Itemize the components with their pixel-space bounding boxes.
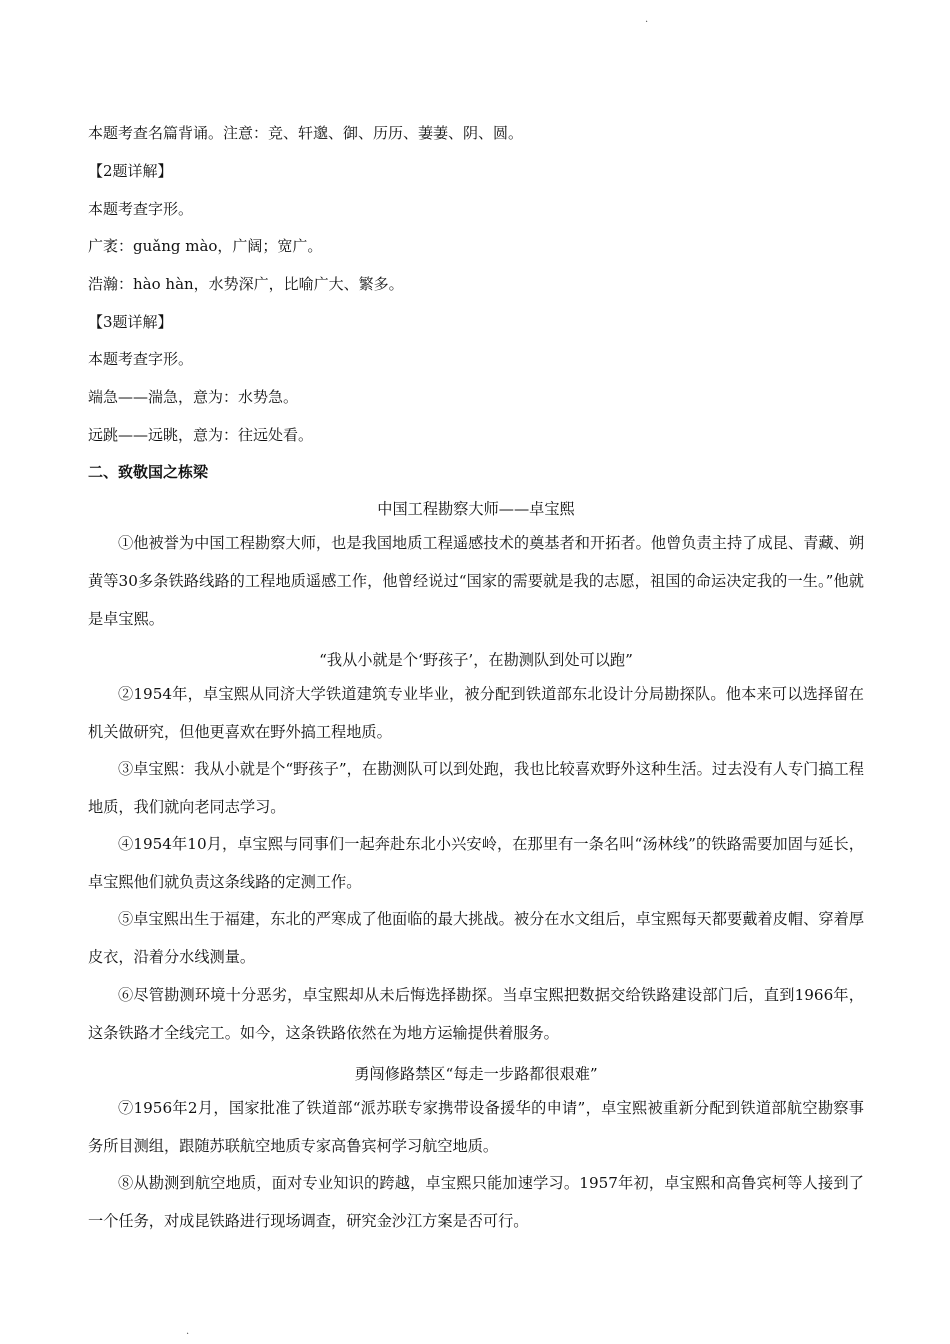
- text-line-2: 【2题详解】: [88, 162, 173, 180]
- text-line-5: 浩瀚：hào hàn，水势深广，比喻广大、繁多。: [88, 275, 404, 293]
- paragraph-7: ⑦1956年2月，国家批准了铁道部“派苏联专家携带设备援华的申请”，卓宝熙被重新分配到铁道部航空勘察事务所目测组，跟随苏联航空地质专家高鲁宾柯学习航空地质。: [88, 1099, 864, 1155]
- bottom-mark: .: [186, 1326, 190, 1337]
- paragraph-2: ②1954年，卓宝熙从同济大学铁道建筑专业毕业，被分配到铁道部东北设计分局勘探队。他本来可以选择留在机关做研究，但他更喜欢在野外搞工程地质。: [88, 685, 864, 741]
- text-line-7: 本题考查字形。: [88, 350, 194, 368]
- paragraph-4: ④1954年10月，卓宝熙与同事们一起奔赴东北小兴安岭，在那里有一条名叫“汤林线”的铁路需要加固与延长，卓宝熙他们就负责这条线路的定测工作。: [88, 835, 864, 891]
- text-line-3: 本题考查字形。: [88, 200, 194, 218]
- subtitle-1: “我从小就是个‘野孩子’，在勘测队到处可以跑”: [319, 651, 633, 669]
- text-line-1: 本题考查名篇背诵。注意：竞、轩邈、御、历历、萋萋、阴、圆。: [88, 124, 524, 142]
- article-title: 中国工程勘察大师——卓宝熙: [377, 500, 575, 518]
- paragraph-8: ⑧从勘测到航空地质，面对专业知识的跨越，卓宝熙只能加速学习。1957年初，卓宝熙和高鲁宾柯等人接到了一个任务，对成昆铁路进行现场调查，研究金沙江方案是否可行。: [88, 1174, 864, 1230]
- section-heading: 二、致敬国之栋梁: [88, 463, 209, 481]
- subtitle-2: 勇闯修路禁区“每走一步路都很艰难”: [354, 1065, 598, 1083]
- text-line-6: 【3题详解】: [88, 313, 173, 331]
- text-line-9: 远跳——远眺，意为：往远处看。: [88, 426, 314, 444]
- document-page: [88, 0, 864, 1344]
- text-line-4: 广袤：guǎng mào，广阔；宽广。: [88, 237, 323, 255]
- top-mark: .: [645, 14, 649, 25]
- paragraph-5: ⑤卓宝熙出生于福建，东北的严寒成了他面临的最大挑战。被分在水文组后，卓宝熙每天都要戴着皮帽、穿着厚皮衣，沿着分水线测量。: [88, 910, 864, 966]
- paragraph-6: ⑥尽管勘测环境十分恶劣，卓宝熙却从未后悔选择勘探。当卓宝熙把数据交给铁路建设部门后，直到1966年，这条铁路才全线完工。如今，这条铁路依然在为地方运输提供着服务。: [88, 986, 864, 1042]
- paragraph-3: ③卓宝熙：我从小就是个“野孩子”，在勘测队可以到处跑，我也比较喜欢野外这种生活。过去没有人专门搞工程地质，我们就向老同志学习。: [88, 760, 864, 816]
- paragraph-1: ①他被誉为中国工程勘察大师，也是我国地质工程遥感技术的奠基者和开拓者。他曾负责主持了成昆、青藏、朔黄等30多条铁路线路的工程地质遥感工作，他曾经说过“国家的需要就是我的志愿，祖国的命运决定我的一生。”他就是卓宝熙。: [88, 534, 864, 628]
- text-line-8: 端急——湍急，意为：水势急。: [88, 388, 299, 406]
